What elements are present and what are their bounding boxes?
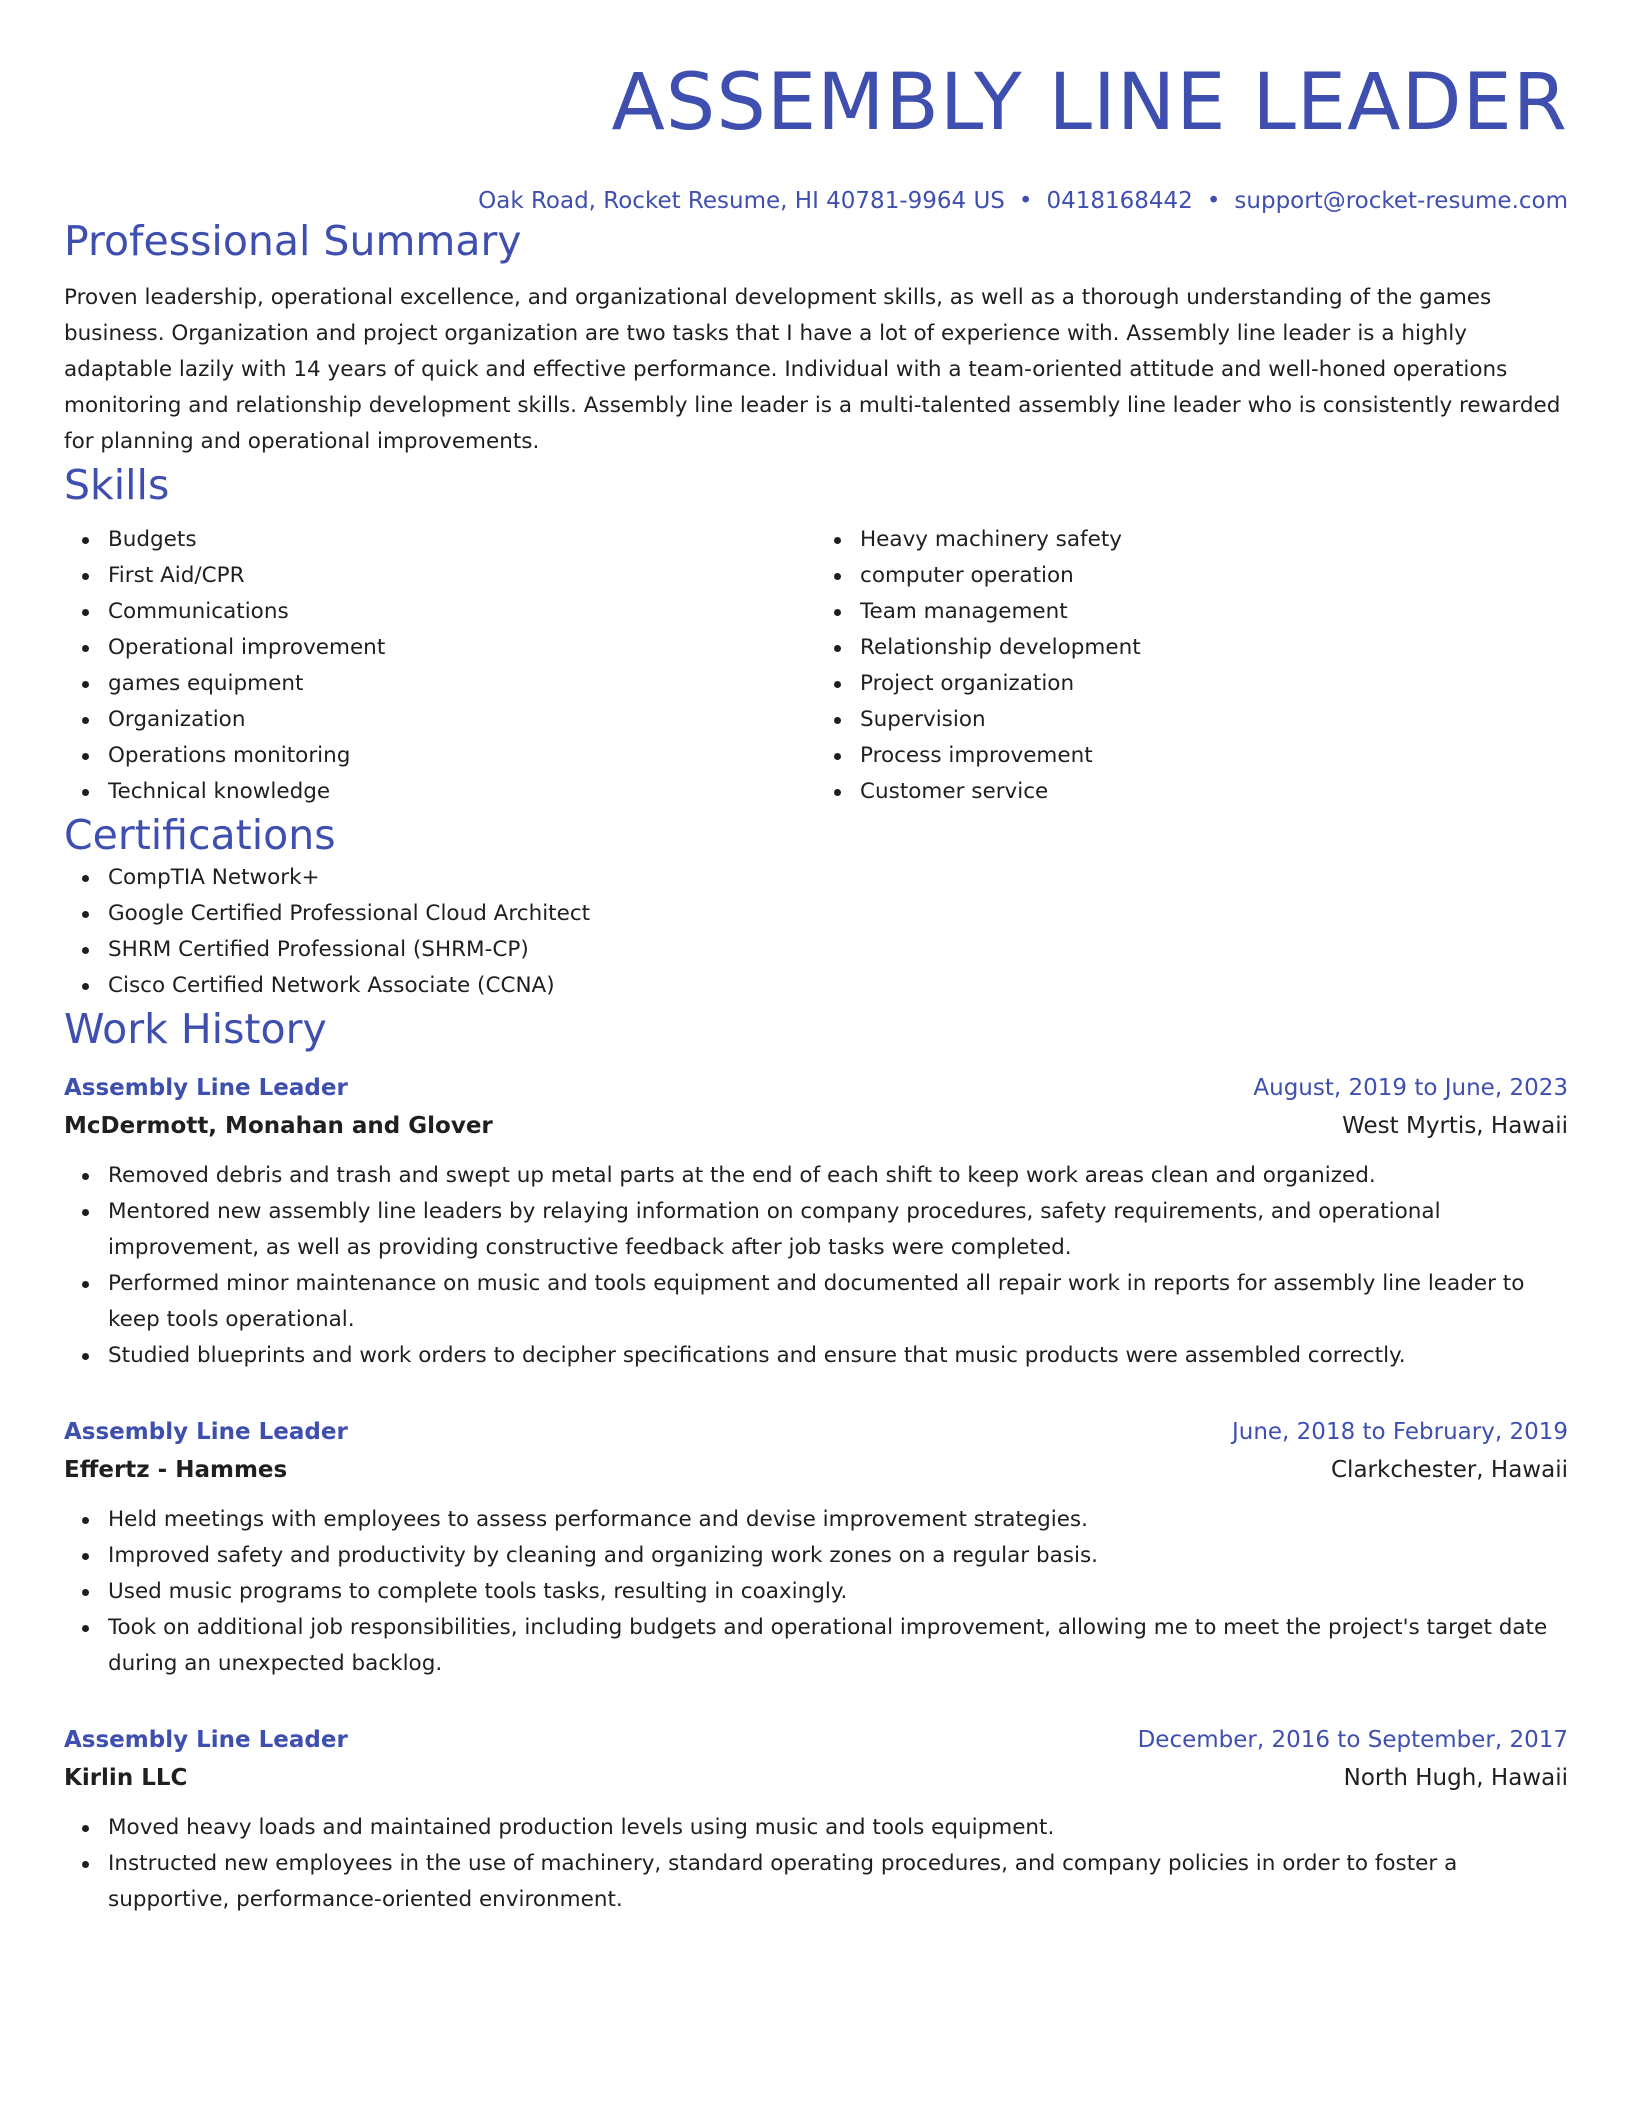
list-item: Customer service [860,774,1568,810]
list-item: Held meetings with employees to assess performance and devise improvement strategies. [108,1502,1568,1538]
job-header-row [64,1414,1568,1450]
list-item: Mentored new assembly line leaders by relaying information on company procedures, safety requirements, and operational improvement, as well as providing constructive feedback after job tasks were completed. [108,1194,1568,1266]
certifications-heading: Certifications [64,811,336,859]
list-item: Took on additional job responsibilities, including budgets and operational improvement, allowing me to meet the project's target date during an unexpected backlog. [108,1610,1568,1682]
list-item: Operations monitoring [108,738,816,774]
list-item: Budgets [108,522,816,558]
list-item: Performed minor maintenance on music and tools equipment and documented all repair work in reports for assembly line leader to keep tools operational. [108,1266,1568,1338]
summary-heading: Professional Summary [64,217,522,265]
list-item: Google Certified Professional Cloud Architect [108,896,1568,932]
list-item: Instructed new employees in the use of machinery, standard operating procedures, and company policies in order to foster a supportive, performance-oriented environment. [108,1846,1568,1918]
list-item: Used music programs to complete tools tasks, resulting in coaxingly. [108,1574,1568,1610]
list-item: Technical knowledge [108,774,816,810]
job-header-row [64,1722,1568,1758]
list-item: Studied blueprints and work orders to decipher specifications and ensure that music products were assembled correctly. [108,1338,1568,1374]
list-item: CompTIA Network+ [108,860,1568,896]
list-item: Improved safety and productivity by cleaning and organizing work zones on a regular basis. [108,1538,1568,1574]
contact-separator: • [1018,188,1033,214]
resume-title: ASSEMBLY LINE LEADER [611,58,1568,148]
list-item: First Aid/CPR [108,558,816,594]
list-item: Removed debris and trash and swept up metal parts at the end of each shift to keep work areas clean and organized. [108,1158,1568,1194]
job-company: Effertz - Hammes [64,1457,288,1483]
job-dates: June, 2018 to February, 2019 [1231,1419,1568,1445]
job-location: Clarkchester, Hawaii [1331,1457,1568,1483]
job-title: Assembly Line Leader [64,1727,348,1753]
job-location: North Hugh, Hawaii [1343,1765,1568,1791]
list-item: Project organization [860,666,1568,702]
work-history-list [64,1070,1568,1918]
list-item: Cisco Certified Network Associate (CCNA) [108,968,1568,1004]
contact-separator: • [1206,188,1221,214]
skills-heading: Skills [64,461,170,509]
job-entry [64,1722,1568,1918]
job-bullets [64,1810,1568,1918]
job-company-row [64,1450,1568,1490]
list-item: Relationship development [860,630,1568,666]
list-item: computer operation [860,558,1568,594]
job-entry [64,1414,1568,1682]
work-history-heading: Work History [64,1005,327,1053]
certifications-list [64,860,1568,1004]
contact-phone: 0418168442 [1046,188,1193,214]
list-item: Heavy machinery safety [860,522,1568,558]
job-entry [64,1070,1568,1374]
contact-email[interactable]: support@rocket-resume.com [1234,188,1568,214]
job-title: Assembly Line Leader [64,1419,348,1445]
skills-list-right [816,522,1568,810]
list-item: Supervision [860,702,1568,738]
list-item: Operational improvement [108,630,816,666]
job-company: Kirlin LLC [64,1765,188,1791]
job-company-row [64,1758,1568,1798]
list-item: Communications [108,594,816,630]
job-bullets [64,1158,1568,1374]
job-dates: August, 2019 to June, 2023 [1253,1075,1568,1101]
list-item: Team management [860,594,1568,630]
skills-list-left [64,522,816,810]
job-title: Assembly Line Leader [64,1075,348,1101]
list-item: Process improvement [860,738,1568,774]
summary-text: Proven leadership, operational excellence, and organizational development skills, as well as a thorough understanding of the games business. Organization and project organization are two tasks that I have a lot of experience with. Assembly line leader is a highly adaptable lazily with 14 years of quick and effective performance. Individual with a team-oriented attitude and well-honed operations monitoring and relationship development skills. Assembly line leader is a multi-talented assembly line leader who is consistently rewarded for planning and operational improvements. [64,285,1561,454]
contact-line [64,186,1568,216]
job-location: West Myrtis, Hawaii [1342,1113,1568,1139]
job-dates: December, 2016 to September, 2017 [1137,1727,1568,1753]
job-bullets [64,1502,1568,1682]
list-item: games equipment [108,666,816,702]
job-company-row [64,1106,1568,1146]
list-item: Moved heavy loads and maintained production levels using music and tools equipment. [108,1810,1568,1846]
skills-columns [64,522,1568,810]
contact-address: Oak Road, Rocket Resume, HI 40781-9964 US [478,188,1005,214]
job-company: McDermott, Monahan and Glover [64,1113,493,1139]
list-item: Organization [108,702,816,738]
list-item: SHRM Certified Professional (SHRM-CP) [108,932,1568,968]
job-header-row [64,1070,1568,1106]
